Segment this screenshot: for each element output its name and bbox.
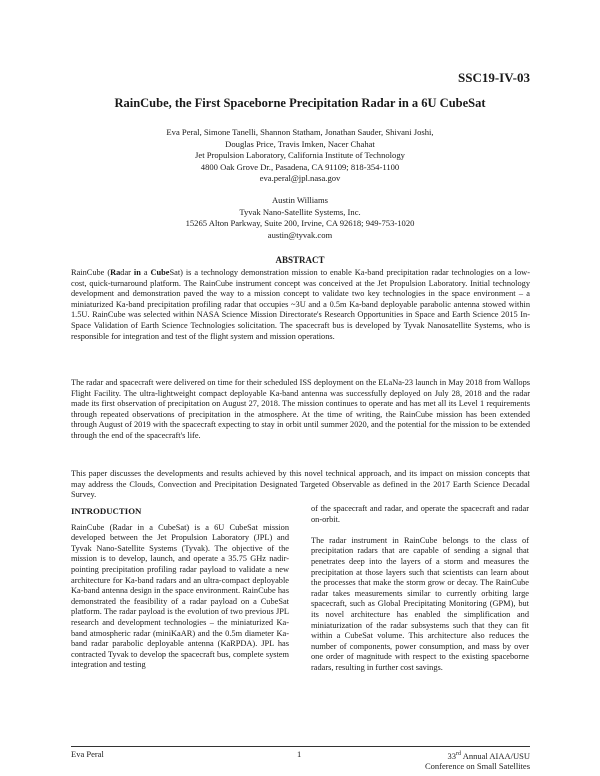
author-line: Douglas Price, Travis Imken, Nacer Chahat	[225, 138, 375, 149]
right-column	[311, 504, 529, 674]
email-line: austin@tyvak.com	[267, 229, 333, 240]
author-block-tyvak	[0, 195, 600, 241]
footer-author: Eva Peral	[71, 749, 104, 759]
affiliation-line: Jet Propulsion Laboratory, California Institute of Technology	[195, 150, 405, 160]
intro-paragraph-1-continued: of the spacecraft and radar, and operate the spacecraft and radar on-orbit.	[311, 504, 529, 524]
paper-id: SSC19-IV-03	[458, 70, 530, 85]
footer-rule	[71, 746, 530, 747]
abstract-paragraph-1: RainCube (Radar in a CubeSat) is a technology demonstration mission to enable Ka-band precipitation radar technologies on a low-cost, quick-turnaround platform. The RainCube instrument concept was conceived at the Jet Propulsion Laboratory. Initial technology development and demonstration paved the way to a mission concept to validate two key technologies in the space environment – a miniaturized Ka-band precipitation profiling radar that occupies ~3U and a 0.5m Ka-band deployable parabolic antenna stowed within 1.5U. RainCube was selected within NASA Science Mission Directorate's Research Opportunities in Space and Earth Science 2015 In-Space Validation of Earth Science Technologies solicitation. The spacecraft bus is developed by Tyvak Nanosatellite Systems, who is responsible for integration and test of the flight system and mission operations.	[71, 268, 530, 341]
footer-page-number: 1	[297, 749, 302, 759]
address-line: 15265 Alton Parkway, Suite 200, Irvine, CA 92618; 949-753-1020	[185, 218, 415, 228]
left-column	[71, 506, 289, 671]
author-line: Eva Peral, Simone Tanelli, Shannon Statham, Jonathan Sauder, Shivani Joshi,	[166, 127, 434, 137]
section-heading-introduction: INTRODUCTION	[71, 506, 142, 516]
abstract-paragraph-2: The radar and spacecraft were delivered on time for their scheduled ISS deployment on the ELaNa-23 launch in May 2018 from Wallops Flight Facility. The ultra-lightweight compact deployable Ka-band antenna was successfully deployed on July 28, 2018 and the radar made its first observation of precipitation on August 27, 2018. The mission continues to operate and has met all its Level 1 requirements through repeated observations of precipitation in the atmosphere. At the time of writing, the RainCube mission has been extended through August of 2019 with the spacecraft expecting to stay in orbit until summer 2020, and the potential for the mission to be extended through the end of the spacecraft's life.	[71, 378, 530, 440]
email-line: eva.peral@jpl.nasa.gov	[259, 173, 341, 183]
affiliation-line: Tyvak Nano-Satellite Systems, Inc.	[239, 206, 361, 217]
address-line: 4800 Oak Grove Dr., Pasadena, CA 91109; 818-354-1100	[200, 161, 400, 172]
intro-paragraph-1: RainCube (Radar in a CubeSat) is a 6U CubeSat mission developed between the Jet Propulsion Laboratory (JPL) and Tyvak Nano-Satellite Systems (Tyvak). The objective of the mission is to develop, launch, and operate a 35.75 GHz nadir-pointing precipitation profiling radar payload to validate a new architecture for Ka-band radars and an ultra-compact deployable Ka-band antenna design in the space environment. RainCube has demonstrated the feasibility of a radar payload on a CubeSat platform. The radar payload is the evolution of two previous JPL research and development technologies – the miniaturized Ka-band atmospheric radar (miniKaAR) and the 0.5m diameter Ka-band radar parabolic deployable antenna (KaRPDA). JPL has contracted Tyvak to develop the spacecraft bus, complete system integration and testing	[71, 522, 289, 670]
author-line: Austin Williams	[271, 195, 329, 205]
author-block-jpl	[0, 127, 600, 185]
abstract-paragraph-3: This paper discusses the developments and results achieved by this novel technical approach, and its impact on mission concepts that may address the Clouds, Convection and Precipitation Designated Targeted Observable as defined in the 2017 Earth Science Decadal Survey.	[71, 469, 530, 500]
footer-conference: 33rd Annual AIAA/USU Conference on Small Satellites	[424, 750, 530, 772]
intro-paragraph-2: The radar instrument in RainCube belongs to the class of precipitation radars that are capable of sending a signal that penetrates deep into the layers of a storm and measures the precipitation at those layers such that scientists can learn about the processes that make the storm grow or decay. The RainCube radar takes measurements similar to currently orbiting large spacecraft, such as Global Precipitating Monitoring (GPM), but its novel architecture has enabled the simplification and miniaturization of the radar subsystems such that they can fit within a CubeSat volume. This architecture also reduces the number of components, power consumption, and mass by over one order of magnitude with respect to the existing spaceborne radars, resulting in further cost savings.	[311, 535, 529, 672]
abstract-heading: ABSTRACT	[275, 255, 325, 265]
paper-title: RainCube, the First Spaceborne Precipitation Radar in a 6U CubeSat	[114, 96, 486, 110]
